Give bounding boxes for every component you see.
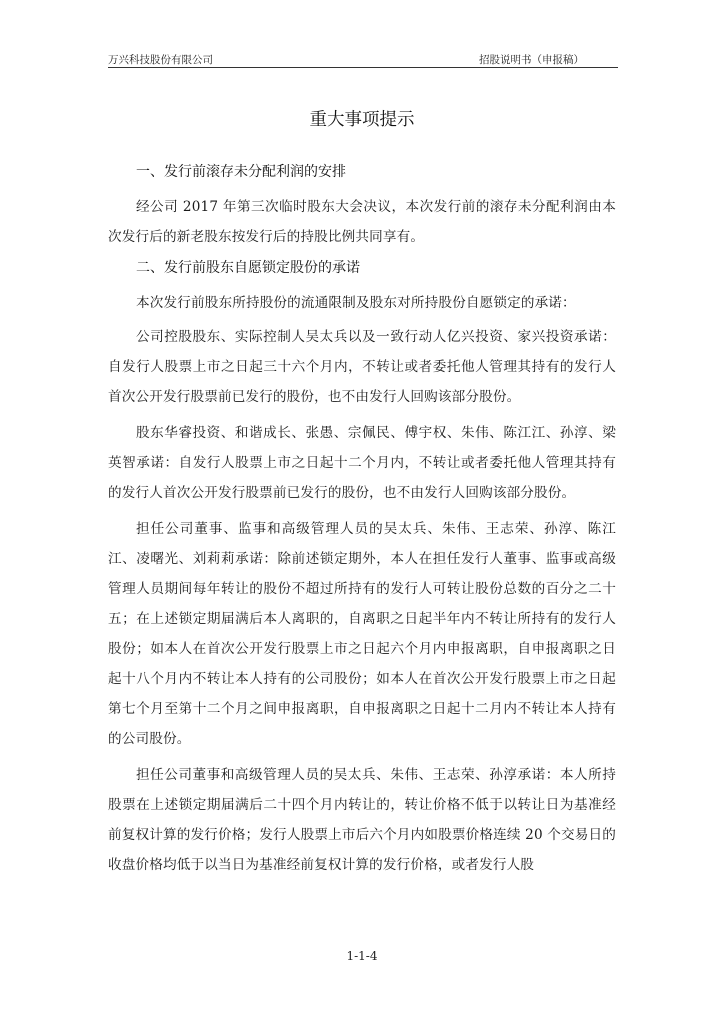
header-company: 万兴科技股份有限公司 [108, 54, 213, 66]
header-doc-type: 招股说明书（申报稿） [479, 54, 584, 66]
paragraph-2-4: 担任公司董事、监事和高级管理人员的吴太兵、朱伟、王志荣、孙淳、陈江江、凌曙光、刘莉莉承诺：除前述锁定期外，本人在担任发行人董事、监事或高级管理人员期间每年转让的股份不超过所持有的发行人可转让股份总数的百分之二十五；在上述锁定期届满后本人离职的，自离职之日起半年内不转让所持有的发行人股份；如本人在首次公开发行股票上市之日起六个月内申报离职，自申报离职之日起十八个月内不转让本人持有的公司股份；如本人在首次公开发行股票上市之日起第七个月至第十二个月之间申报离职，自申报离职之日起十二月内不转让本人持有的公司股份。 [108, 521, 616, 747]
paragraph-2-3: 股东华睿投资、和谐成长、张愚、宗佩民、傅宇权、朱伟、陈江江、孙淳、梁英智承诺：自发行人股票上市之日起十二个月内，不转让或者委托他人管理其持有的发行人首次公开发行股票前已发行的股份，也不由发行人回购该部分股份。 [108, 425, 616, 501]
page-header [108, 52, 618, 68]
document-body [108, 162, 616, 886]
paragraph-2-5: 担任公司董事和高级管理人员的吴太兵、朱伟、王志荣、孙淳承诺：本人所持股票在上述锁定期届满后二十四个月内转让的，转让价格不低于以转让日为基准经前复权计算的发行价格；发行人股票上市后六个月内如股票价格连续 20 个交易日的收盘价格均低于以当日为基准经前复权计算的发行价格，或者发行人股 [108, 767, 616, 873]
section-heading-2: 二、发行前股东自愿锁定股份的承诺 [136, 260, 360, 276]
paragraph-2-2: 公司控股股东、实际控制人吴太兵以及一致行动人亿兴投资、家兴投资承诺：自发行人股票上市之日起三十六个月内，不转让或者委托他人管理其持有的发行人首次公开发行股票前已发行的股份，也不由发行人回购该部分股份。 [108, 329, 616, 405]
page-number: 1-1-4 [346, 949, 378, 963]
paragraph-1-1: 经公司 2017 年第三次临时股东大会决议，本次发行前的滚存未分配利润由本次发行后的新老股东按发行后的持股比例共同享有。 [108, 199, 616, 245]
header-rule [108, 67, 618, 68]
page-title: 重大事项提示 [309, 110, 415, 130]
section-heading-1: 一、发行前滚存未分配利润的安排 [136, 164, 346, 180]
paragraph-2-1: 本次发行前股东所持股份的流通限制及股东对所持股份自愿锁定的承诺： [136, 295, 576, 311]
